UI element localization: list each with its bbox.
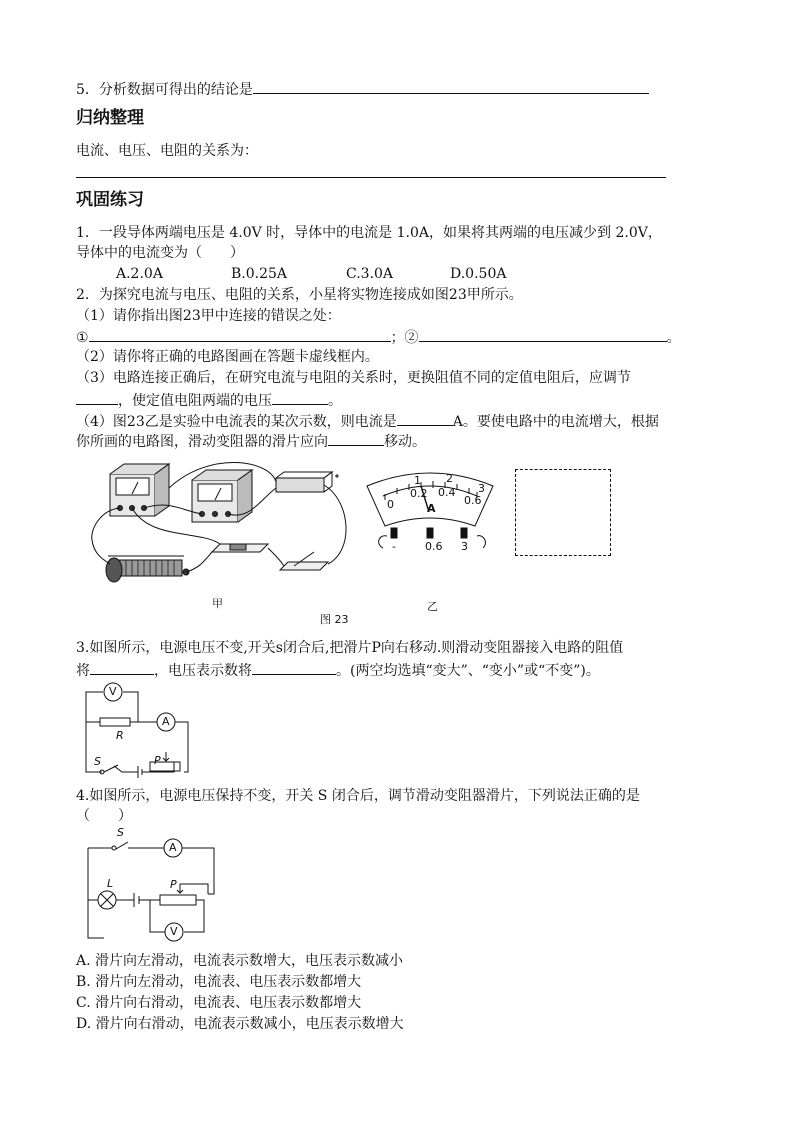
p3-p-label: P	[154, 754, 161, 767]
summary-heading: 归纳整理	[76, 108, 144, 128]
p2-s4b-line	[76, 430, 426, 452]
battery-device	[276, 478, 324, 492]
p2-s1-blank1[interactable]	[89, 326, 391, 342]
p4-a-label: A	[169, 841, 177, 854]
p2-s3a: （3）电路连接正确后，在研究电流与电阻的关系时，更换阻值不同的定值电阻后，应调节	[76, 370, 631, 386]
summary-answer-line[interactable]	[76, 177, 666, 178]
meter-tick-0-2: 0.2	[410, 487, 428, 500]
p2-s3b: ，使定值电阻两端的电压	[118, 393, 272, 409]
p2-s4a-post: A。要使电路中的电流增大，根据	[452, 414, 659, 430]
p3-blank2[interactable]	[252, 659, 336, 675]
terminal-minus: -	[392, 540, 396, 553]
p2-s4a-pre: （4）图23乙是实验中电流表的某次示数，则电流是	[76, 414, 397, 430]
p4-v-label: V	[170, 925, 178, 938]
p2-s1: （1）请你指出图23甲中连接的错误之处：	[76, 308, 341, 324]
p3-v-label: V	[109, 685, 117, 698]
meter-tick-1: 1	[414, 474, 421, 487]
p2-s4a-line	[76, 410, 659, 432]
p4-option-d[interactable]: D. 滑片向右滑动，电流表示数减小，电压表示数增大	[76, 1016, 404, 1032]
meter-tick-0-6: 0.6	[464, 494, 482, 507]
q5-text: 5．分析数据可得出的结论是	[76, 82, 253, 98]
p3-mid: ，电压表示数将	[154, 663, 252, 679]
p1-line1: 1．一段导体两端电压是 4.0V 时，导体中的电流是 1.0A，如果将其两端的电压减少到 2.0V，	[76, 225, 662, 241]
p3-blank1[interactable]	[90, 659, 154, 675]
p2-s4b-post: 移动。	[384, 434, 426, 450]
p2-s1-end: 。	[666, 330, 681, 346]
p4-circuit	[84, 832, 219, 942]
p2-s4-blank1[interactable]	[397, 410, 453, 426]
terminal-3: 3	[461, 540, 468, 553]
p1-choice-c[interactable]: C.3.0A	[346, 266, 394, 282]
fig23-caption: 图 23	[320, 613, 349, 626]
q5-line	[76, 78, 649, 100]
meter-tick-0-4: 0.4	[438, 486, 456, 499]
p1-choice-b[interactable]: B.0.25A	[231, 266, 288, 282]
q5-answer-blank[interactable]	[253, 78, 649, 94]
p4-option-c[interactable]: C. 滑片向右滑动，电流表、电压表示数都增大	[76, 995, 362, 1011]
p3-post: 。(两空均选填“变大”、“变小”或“不变”)。	[336, 663, 600, 679]
p3-r-label: R	[116, 729, 124, 742]
p1-choices	[116, 264, 506, 284]
p2-s4-blank2[interactable]	[328, 430, 384, 446]
p2-s3-blank2[interactable]	[272, 389, 328, 405]
p2-intro: 2．为探究电流与电压、电阻的关系，小星将实物连接成如图23甲所示。	[76, 287, 523, 303]
p3-a-label: A	[162, 715, 170, 728]
p4-p-label: P	[170, 878, 177, 891]
p2-s1-mark1: ①	[76, 330, 89, 346]
practice-heading: 巩固练习	[76, 190, 144, 210]
meter-unit: A	[427, 502, 436, 515]
circuit-answer-box[interactable]	[515, 469, 611, 556]
p1-choice-d[interactable]: D.0.50A	[450, 266, 507, 282]
p3-pre: 将	[76, 663, 90, 679]
meter-tick-3: 3	[478, 482, 485, 495]
p2-s2: （2）请你将正确的电路图画在答题卡虚线框内。	[76, 349, 379, 365]
p4-rheostat	[160, 895, 196, 905]
p3-s-label: S	[94, 755, 101, 768]
p4-l-label: L	[107, 877, 114, 890]
meter-tick-0: 0	[387, 498, 394, 511]
summary-text: 电流、电压、电阻的关系为：	[76, 143, 258, 159]
p4-line1: 4.如图所示，电源电压保持不变，开关 S 闭合后，调节滑动变阻器滑片，下列说法正确的是	[76, 788, 640, 804]
meter-tick-2: 2	[446, 472, 453, 485]
p4-line2: （ ）	[76, 808, 132, 824]
p3-line2	[76, 659, 600, 681]
fig-jia-label: 甲	[212, 597, 223, 610]
p1-choice-a[interactable]: A.2.0A	[116, 266, 163, 282]
p2-s1-blank2[interactable]	[419, 326, 667, 342]
p2-s1-answers	[76, 326, 681, 348]
fig-yi-label: 乙	[427, 600, 438, 613]
terminal-0-6: 0.6	[425, 540, 443, 553]
figure23-jia-drawing	[80, 460, 360, 600]
switch-device	[280, 562, 328, 570]
p2-s3-end: 。	[328, 393, 342, 409]
p2-s3b-line	[76, 389, 342, 411]
p2-s1-mark2: ；②	[390, 330, 419, 346]
p3-line1: 3.如图所示，电源电压不变,开关s闭合后,把滑片P向右移动.则滑动变阻器接入电路的阻值	[76, 640, 624, 656]
p4-option-b[interactable]: B. 滑片向左滑动，电流表、电压表示数都增大	[76, 974, 362, 990]
p2-s3-blank1[interactable]	[76, 389, 118, 405]
p1-line2: 导体中的电流变为（ ）	[76, 245, 244, 261]
p2-s4b-pre: 你所画的电路图，滑动变阻器的滑片应向	[76, 434, 328, 450]
p4-s-label: S	[117, 826, 124, 839]
p4-option-a[interactable]: A. 滑片向左滑动，电流表示数增大，电压表示数减小	[76, 953, 404, 969]
